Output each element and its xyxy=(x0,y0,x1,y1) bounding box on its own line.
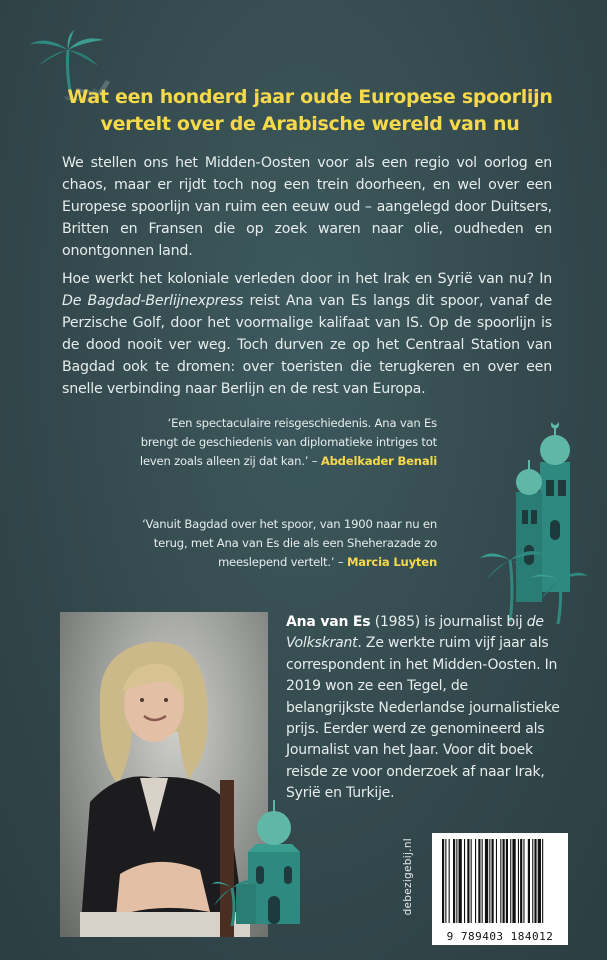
barcode-bar xyxy=(500,839,501,923)
bio-text-rest: . Ze werkte ruim vijf jaar als correspondent in het Midden-Oosten. In 2019 won ze een Tegel, de belangrijkste Nederlandse journalistieke prijs. Eerder werd ze genomineerd als Journalist van het Jaar. Voor dit boek reisde ze voor onderzoek af naar Irak, Syrië en Turkije. xyxy=(286,635,560,802)
minaret-illustration xyxy=(480,410,590,625)
barcode-bar xyxy=(453,839,455,923)
barcode-bar xyxy=(478,839,480,923)
domed-building-icon xyxy=(236,800,300,924)
intro-paragraph: We stellen ons het Midden-Oosten voor als een regio vol oorlog en chaos, maar er rijdt toch nog een trein doorheen, en wel over een Europese spoorlijn van ruim een eeuw oud – aangelegd door Duitsers, Britten en Fransen die op zoek waren naar olie, oudheden en onontgonnen land. xyxy=(62,155,552,259)
barcode-bar xyxy=(485,839,488,923)
barcode-bar xyxy=(538,839,541,923)
quote-text: ‘Vanuit Bagdad over het spoor, van 1900 naar nu en terug, met Ana van Es die als een Sheherazade zo meeslepend vertelt.’ – xyxy=(142,517,437,569)
barcode-bar xyxy=(489,839,490,923)
barcode-bar xyxy=(528,839,530,923)
barcode-bar xyxy=(506,839,508,923)
barcode-bar xyxy=(503,839,505,923)
book-title: De Bagdad-Berlijnexpress xyxy=(62,293,244,309)
quote-author: Marcia Luyten xyxy=(346,555,437,569)
newspaper-name: de Volkskrant xyxy=(286,614,544,652)
barcode-bar xyxy=(542,839,543,923)
bio-text: (1985) is journalist bij xyxy=(370,614,527,630)
barcode-bar xyxy=(492,839,494,923)
review-quote xyxy=(137,515,437,572)
barcode-bar xyxy=(471,839,472,923)
barcode-bars xyxy=(432,833,568,929)
headline xyxy=(60,84,560,138)
domed-building-illustration xyxy=(212,796,322,926)
barcode-bar xyxy=(445,839,446,923)
quote-author: Abdelkader Benali xyxy=(320,454,437,468)
barcode-bar xyxy=(512,839,515,923)
barcode-bar xyxy=(496,839,497,923)
barcode-bar xyxy=(442,839,444,923)
description-paragraph xyxy=(62,268,552,400)
barcode-bar xyxy=(449,839,450,923)
barcode-bar xyxy=(475,839,476,923)
barcode-bar xyxy=(532,839,533,923)
barcode-bar xyxy=(456,839,457,923)
barcode-bar xyxy=(523,839,524,923)
barcode xyxy=(432,833,568,945)
quote-text: ‘Een spectaculaire reisgeschiedenis. Ana van Es brengt de geschiedenis van diplomatieke intriges tot leven zoals alleen zij dat kan.’ – xyxy=(139,416,437,468)
barcode-bar xyxy=(520,839,522,923)
barcode-bar xyxy=(534,839,536,923)
description-text-before: Hoe werkt het koloniale verleden door in het Irak en Syrië van nu? In xyxy=(62,271,552,287)
author-bio xyxy=(286,612,560,805)
barcode-bar xyxy=(467,839,469,923)
headline-line-1: Wat een honderd jaar oude Europese spoorlijn xyxy=(67,86,553,108)
barcode-bar xyxy=(510,839,511,923)
headline-line-2: vertelt over de Arabische wereld van nu xyxy=(100,113,520,135)
publisher-url: debezigebij.nl xyxy=(402,838,414,916)
barcode-bar xyxy=(518,839,519,923)
barcode-bar xyxy=(459,839,462,923)
author-name: Ana van Es xyxy=(286,614,371,630)
review-quote xyxy=(137,414,437,471)
barcode-bar xyxy=(464,839,465,923)
barcode-bar xyxy=(482,839,483,923)
barcode-number: 9 789403 184012 xyxy=(446,930,554,943)
description-text-after: reist Ana van Es langs dit spoor, vanaf de Perzische Golf, door het voormalige kalifaat van IS. Op de spoorlijn is de dood nooit ver weg. Toch durven ze op het Centraal Station van Bagdad ook te dromen: over toeristen die terugkeren en over een snelle verbinding naar Berlijn en de rest van Europa. xyxy=(62,293,552,397)
